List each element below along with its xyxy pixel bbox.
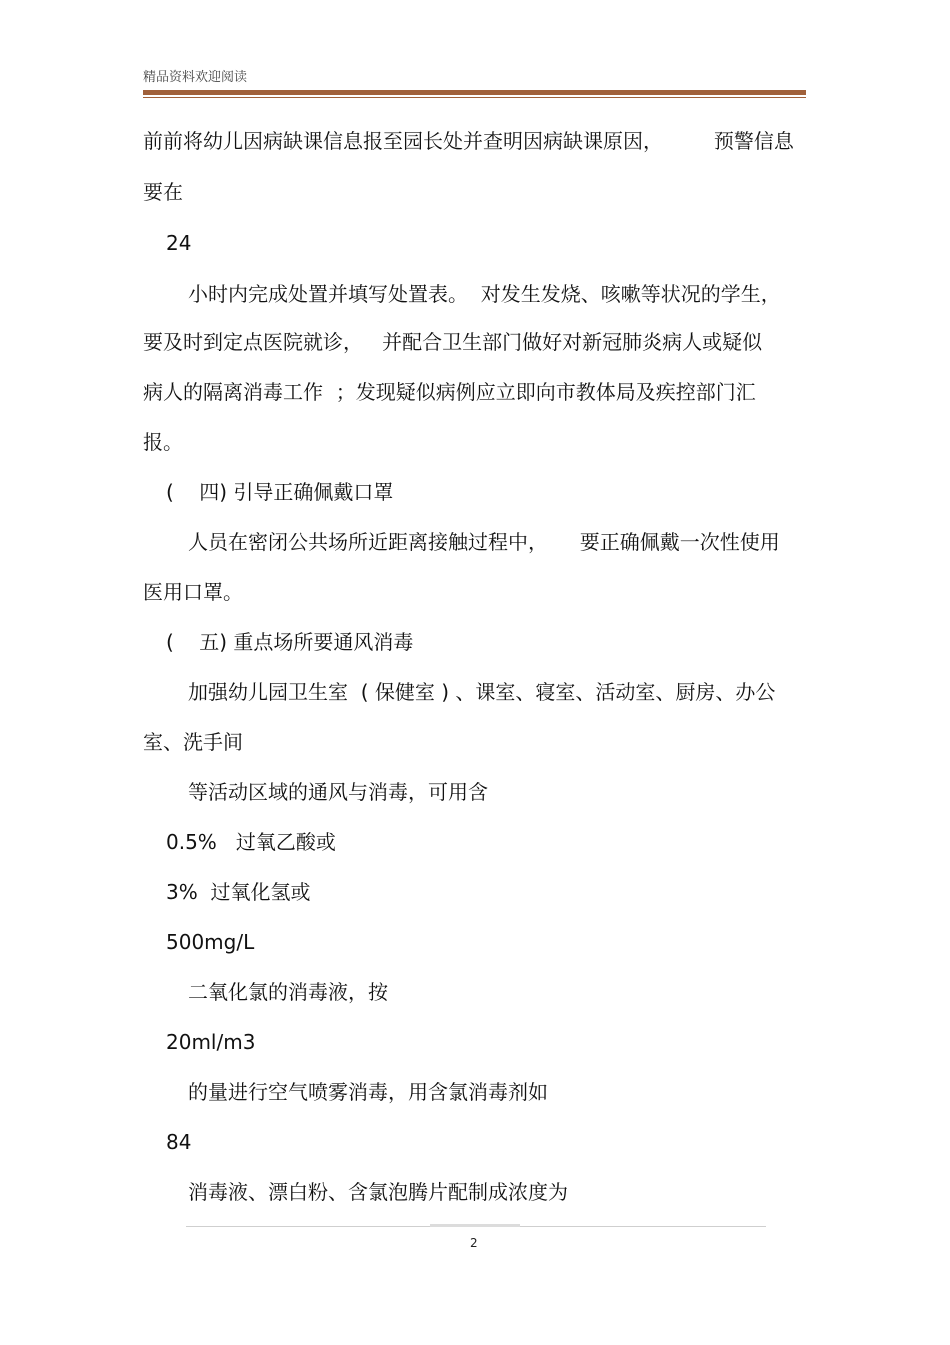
body-line: 前前将幼儿因病缺课信息报至园长处并查明因病缺课原因， 预警信息 (143, 129, 794, 153)
body-line: 20ml/m3 (166, 1030, 256, 1054)
page-number: 2 (470, 1236, 478, 1250)
body-line: 84 (166, 1130, 192, 1154)
body-line: 加强幼儿园卫生室 ( 保健室 ) 、课室、寝室、活动室、厨房、办公 (188, 680, 776, 704)
body-line: 0.5% 过氧乙酸或 (166, 830, 336, 854)
body-line: 500mg/L (166, 930, 255, 954)
section-heading: ( 五) 重点场所要通风消毒 (166, 630, 414, 654)
body-line: 等活动区域的通风与消毒，可用含 (188, 780, 488, 804)
header-rule-thick (143, 90, 806, 95)
body-line: 要在 (143, 180, 183, 204)
body-line: 要及时到定点医院就诊， 并配合卫生部门做好对新冠肺炎病人或疑似 (143, 330, 763, 354)
header-rule-thin (143, 97, 806, 98)
header-title: 精品资料欢迎阅读 (143, 70, 248, 85)
body-line: 3% 过氧化氢或 (166, 880, 311, 904)
section-heading: ( 四) 引导正确佩戴口罩 (166, 480, 394, 504)
body-line: 人员在密闭公共场所近距离接触过程中， 要正确佩戴一次性使用 (188, 530, 780, 554)
footer-rule-accent (430, 1224, 520, 1227)
body-line: 的量进行空气喷雾消毒，用含氯消毒剂如 (188, 1080, 548, 1104)
body-line: 消毒液、漂白粉、含氯泡腾片配制成浓度为 (188, 1180, 568, 1204)
body-line: 报。 (143, 430, 183, 454)
body-line: 二氧化氯的消毒液，按 (188, 980, 388, 1004)
body-line: 24 (166, 231, 192, 255)
body-line: 小时内完成处置并填写处置表。 对发生发烧、咳嗽等状况的学生， (188, 282, 781, 306)
body-line: 室、洗手间 (143, 730, 243, 754)
body-line: 医用口罩。 (143, 580, 243, 604)
body-line: 病人的隔离消毒工作 ；发现疑似病例应立即向市教体局及疾控部门汇 (143, 380, 756, 404)
